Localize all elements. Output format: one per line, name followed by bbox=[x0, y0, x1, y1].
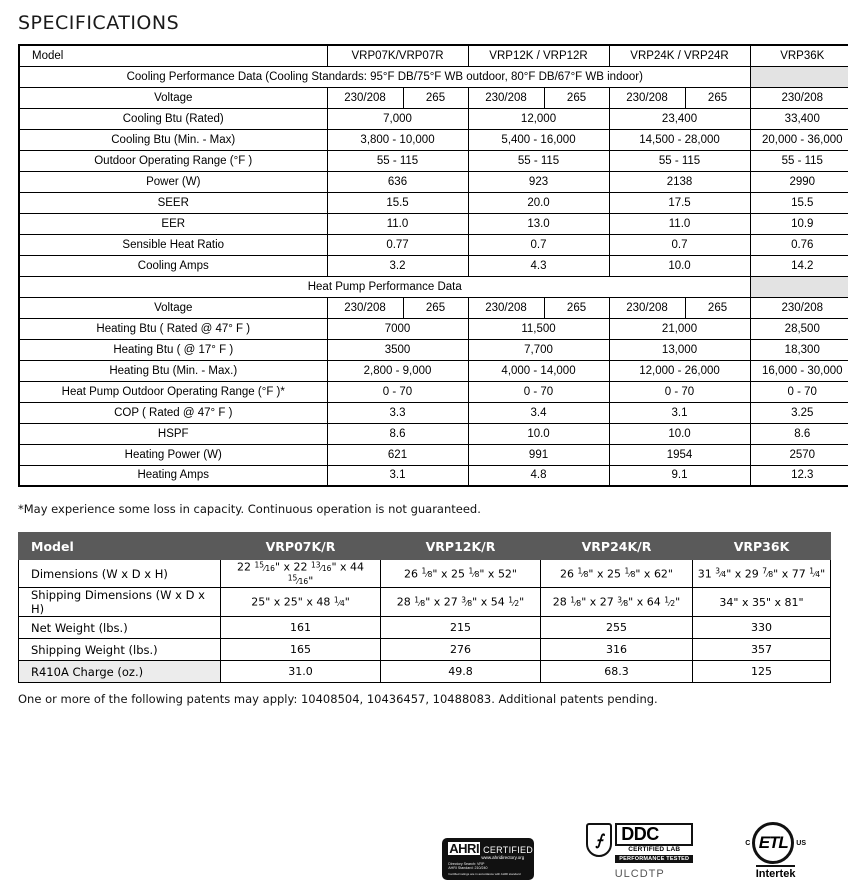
cell-value: 125 bbox=[693, 661, 831, 683]
intertek-label: Intertek bbox=[756, 865, 796, 880]
cell-value: 55 - 115 bbox=[468, 150, 609, 171]
cell-value: 215 bbox=[381, 617, 541, 639]
cell-value: 12,000 - 26,000 bbox=[609, 360, 750, 381]
ddc-code-label: ULCDTP bbox=[614, 868, 665, 880]
ddc-wordmark: DDC bbox=[615, 823, 693, 846]
row-label: Outdoor Operating Range (°F ) bbox=[19, 150, 327, 171]
ddc-lab-label: CERTIFIED LAB bbox=[628, 846, 681, 853]
row-label: Cooling Amps bbox=[19, 255, 327, 276]
cell-value: 34" x 35" x 81" bbox=[693, 588, 831, 617]
table-row bbox=[19, 150, 848, 171]
ahri-top-line bbox=[448, 840, 543, 856]
dims-header-row bbox=[19, 533, 831, 560]
ahri-certified-label: CERTIFIED™ bbox=[483, 844, 543, 855]
cell-value: 3.2 bbox=[327, 255, 468, 276]
row-label: Shipping Dimensions (W x D x H) bbox=[19, 588, 221, 617]
certification-logos bbox=[0, 822, 848, 880]
cell-value: 0 - 70 bbox=[327, 381, 468, 402]
cell-value: 0.7 bbox=[468, 234, 609, 255]
cell-value: 20,000 - 36,000 bbox=[750, 129, 848, 150]
cell-value: 276 bbox=[381, 639, 541, 661]
cell-value: 2570 bbox=[750, 444, 848, 465]
dimensions-table bbox=[18, 532, 831, 683]
spec-header-col-1: VRP12K / VRP12R bbox=[468, 45, 609, 66]
cell-value: 11.0 bbox=[609, 213, 750, 234]
cell-value: 0 - 70 bbox=[468, 381, 609, 402]
ddc-shield-icon: ⨍ bbox=[586, 823, 612, 857]
row-label: COP ( Rated @ 47° F ) bbox=[19, 402, 327, 423]
cell-value: 621 bbox=[327, 444, 468, 465]
cell-value: 3.25 bbox=[750, 402, 848, 423]
cell-value: 316 bbox=[541, 639, 693, 661]
cell-value: 265 bbox=[403, 297, 468, 318]
table-row bbox=[19, 661, 831, 683]
spec-header-col-3: VRP36K bbox=[750, 45, 848, 66]
cell-value: 15.5 bbox=[750, 192, 848, 213]
ahri-sub-line-3: Certified ratings are in accordance with AHRI standard bbox=[448, 872, 521, 877]
row-label: R410A Charge (oz.) bbox=[19, 661, 221, 683]
ddc-mark-icon bbox=[586, 823, 693, 863]
cell-value: 28 $^1$⁄8" x 27 $^3$⁄8" x 64 $^1$⁄2" bbox=[541, 588, 693, 617]
row-label: Voltage bbox=[19, 87, 327, 108]
table-row bbox=[19, 560, 831, 588]
cell-value: 10.0 bbox=[468, 423, 609, 444]
row-label: Cooling Btu (Rated) bbox=[19, 108, 327, 129]
cell-value: 55 - 115 bbox=[327, 150, 468, 171]
table-row bbox=[19, 423, 848, 444]
cell-value: 0 - 70 bbox=[750, 381, 848, 402]
patents-note: One or more of the following patents may apply: 10408504, 10436457, 10488083. Additional patents pending. bbox=[18, 692, 658, 707]
cell-value: 31 $^3$⁄4" x 29 $^7$⁄8" x 77 $^1$⁄4" bbox=[693, 560, 831, 588]
cell-value: 3.3 bbox=[327, 402, 468, 423]
cell-value: 3,800 - 10,000 bbox=[327, 129, 468, 150]
cell-value: 0 - 70 bbox=[609, 381, 750, 402]
cell-value: 17.5 bbox=[609, 192, 750, 213]
table-row bbox=[19, 234, 848, 255]
table-row bbox=[19, 318, 848, 339]
cell-value: 3500 bbox=[327, 339, 468, 360]
cell-value: 16,000 - 30,000 bbox=[750, 360, 848, 381]
cell-value: 18,300 bbox=[750, 339, 848, 360]
cell-value: 0.7 bbox=[609, 234, 750, 255]
table-row bbox=[19, 297, 848, 318]
capacity-footnote: *May experience some loss in capacity. Continuous operation is not guaranteed. bbox=[18, 502, 481, 516]
section-header-cooling bbox=[19, 66, 848, 87]
ddc-performance-label: PERFORMANCE TESTED bbox=[615, 855, 693, 863]
row-label: Cooling Btu (Min. - Max) bbox=[19, 129, 327, 150]
cell-value: 265 bbox=[544, 87, 609, 108]
dims-header-col-1: VRP12K/R bbox=[381, 533, 541, 560]
cell-value: 55 - 115 bbox=[609, 150, 750, 171]
cell-value: 2,800 - 9,000 bbox=[327, 360, 468, 381]
cell-value: 10.0 bbox=[609, 423, 750, 444]
table-row bbox=[19, 444, 848, 465]
dims-header-col-3: VRP36K bbox=[693, 533, 831, 560]
table-row bbox=[19, 402, 848, 423]
etl-us-label: US bbox=[796, 839, 806, 847]
table-row bbox=[19, 87, 848, 108]
etl-circle-icon: ETL bbox=[752, 822, 794, 864]
etl-logo bbox=[745, 822, 806, 880]
cell-value: 1954 bbox=[609, 444, 750, 465]
row-label: Shipping Weight (lbs.) bbox=[19, 639, 221, 661]
row-label: Power (W) bbox=[19, 171, 327, 192]
cell-value: 8.6 bbox=[750, 423, 848, 444]
etl-c-label: C bbox=[745, 839, 751, 847]
cell-value: 49.8 bbox=[381, 661, 541, 683]
cell-value: 7,700 bbox=[468, 339, 609, 360]
cell-value: 230/208 bbox=[468, 297, 544, 318]
cell-value: 22 $^{15}$⁄16" x 22 $^{13}$⁄16" x 44 $^{15}$⁄16" bbox=[221, 560, 381, 588]
ddc-logo bbox=[586, 823, 693, 880]
ahri-wordmark: AHRI bbox=[449, 840, 480, 856]
cell-value: 991 bbox=[468, 444, 609, 465]
cell-value: 25" x 25" x 48 $^1$⁄4" bbox=[221, 588, 381, 617]
cell-value: 28 $^1$⁄8" x 27 $^3$⁄8" x 54 $^1$⁄2" bbox=[381, 588, 541, 617]
row-label: HSPF bbox=[19, 423, 327, 444]
cell-value: 230/208 bbox=[750, 87, 848, 108]
cell-value: 265 bbox=[685, 87, 750, 108]
cell-value: 23,400 bbox=[609, 108, 750, 129]
dims-table-body bbox=[19, 560, 831, 683]
cell-value: 3.1 bbox=[609, 402, 750, 423]
section-blank-cooling bbox=[750, 66, 848, 87]
table-row bbox=[19, 108, 848, 129]
row-label: Sensible Heat Ratio bbox=[19, 234, 327, 255]
row-label: Net Weight (lbs.) bbox=[19, 617, 221, 639]
ahri-sub-line-1: Directory Search: VRP bbox=[448, 861, 485, 866]
cell-value: 10.0 bbox=[609, 255, 750, 276]
dims-header-col-0: VRP07K/R bbox=[221, 533, 381, 560]
row-label: Heating Btu ( Rated @ 47° F ) bbox=[19, 318, 327, 339]
ahri-sub-line-2: AHRI Standard: 210/240 bbox=[448, 866, 488, 871]
ahri-url: www.ahridirectory.org bbox=[481, 854, 525, 860]
cell-value: 12,000 bbox=[468, 108, 609, 129]
row-label: Voltage bbox=[19, 297, 327, 318]
page-title: SPECIFICATIONS bbox=[18, 12, 180, 34]
cell-value: 357 bbox=[693, 639, 831, 661]
table-row bbox=[19, 213, 848, 234]
row-label: Heating Power (W) bbox=[19, 444, 327, 465]
cell-value: 9.1 bbox=[609, 465, 750, 486]
cell-value: 0.77 bbox=[327, 234, 468, 255]
cell-value: 13.0 bbox=[468, 213, 609, 234]
cell-value: 4.3 bbox=[468, 255, 609, 276]
cell-value: 923 bbox=[468, 171, 609, 192]
cell-value: 255 bbox=[541, 617, 693, 639]
section-title-heatpump: Heat Pump Performance Data bbox=[19, 276, 750, 297]
cell-value: 26 $^1$⁄8" x 25 $^1$⁄8" x 52" bbox=[381, 560, 541, 588]
row-label: Heat Pump Outdoor Operating Range (°F )* bbox=[19, 381, 327, 402]
cell-value: 20.0 bbox=[468, 192, 609, 213]
table-row bbox=[19, 465, 848, 486]
cell-value: 265 bbox=[544, 297, 609, 318]
ahri-logo bbox=[442, 838, 543, 880]
cell-value: 636 bbox=[327, 171, 468, 192]
cell-value: 21,000 bbox=[609, 318, 750, 339]
cell-value: 4,000 - 14,000 bbox=[468, 360, 609, 381]
section-blank-heatpump bbox=[750, 276, 848, 297]
cell-value: 33,400 bbox=[750, 108, 848, 129]
table-row bbox=[19, 339, 848, 360]
cell-value: 230/208 bbox=[327, 297, 403, 318]
table-row bbox=[19, 617, 831, 639]
table-row bbox=[19, 381, 848, 402]
cell-value: 14.2 bbox=[750, 255, 848, 276]
row-label: Heating Amps bbox=[19, 465, 327, 486]
ddc-text-block bbox=[615, 823, 693, 863]
row-label: SEER bbox=[19, 192, 327, 213]
cell-value: 230/208 bbox=[609, 297, 685, 318]
cell-value: 8.6 bbox=[327, 423, 468, 444]
cell-value: 26 $^1$⁄8" x 25 $^1$⁄8" x 62" bbox=[541, 560, 693, 588]
cell-value: 31.0 bbox=[221, 661, 381, 683]
cell-value: 330 bbox=[693, 617, 831, 639]
row-label: Dimensions (W x D x H) bbox=[19, 560, 221, 588]
cell-value: 230/208 bbox=[327, 87, 403, 108]
spec-header-row bbox=[19, 45, 848, 66]
spec-header-col-2: VRP24K / VRP24R bbox=[609, 45, 750, 66]
row-label: EER bbox=[19, 213, 327, 234]
cell-value: 230/208 bbox=[609, 87, 685, 108]
specifications-table bbox=[18, 44, 848, 487]
cell-value: 11.0 bbox=[327, 213, 468, 234]
cell-value: 55 - 115 bbox=[750, 150, 848, 171]
cell-value: 28,500 bbox=[750, 318, 848, 339]
cell-value: 13,000 bbox=[609, 339, 750, 360]
cell-value: 11,500 bbox=[468, 318, 609, 339]
section-header-heatpump bbox=[19, 276, 848, 297]
cell-value: 165 bbox=[221, 639, 381, 661]
table-row bbox=[19, 192, 848, 213]
cell-value: 15.5 bbox=[327, 192, 468, 213]
cell-value: 0.76 bbox=[750, 234, 848, 255]
row-label: Heating Btu (Min. - Max.) bbox=[19, 360, 327, 381]
spec-header-col-0: VRP07K/VRP07R bbox=[327, 45, 468, 66]
spec-header-model: Model bbox=[19, 45, 327, 66]
cell-value: 7000 bbox=[327, 318, 468, 339]
table-row bbox=[19, 129, 848, 150]
table-row bbox=[19, 588, 831, 617]
cell-value: 2990 bbox=[750, 171, 848, 192]
cell-value: 10.9 bbox=[750, 213, 848, 234]
dims-header-col-2: VRP24K/R bbox=[541, 533, 693, 560]
cell-value: 161 bbox=[221, 617, 381, 639]
spec-table-body bbox=[19, 66, 848, 486]
table-row bbox=[19, 171, 848, 192]
cell-value: 230/208 bbox=[468, 87, 544, 108]
ahri-badge-icon bbox=[442, 838, 543, 880]
cell-value: 3.1 bbox=[327, 465, 468, 486]
cell-value: 4.8 bbox=[468, 465, 609, 486]
cell-value: 14,500 - 28,000 bbox=[609, 129, 750, 150]
cell-value: 7,000 bbox=[327, 108, 468, 129]
cell-value: 2138 bbox=[609, 171, 750, 192]
table-row bbox=[19, 360, 848, 381]
cell-value: 12.3 bbox=[750, 465, 848, 486]
cell-value: 68.3 bbox=[541, 661, 693, 683]
cell-value: 3.4 bbox=[468, 402, 609, 423]
etl-mark-icon bbox=[745, 822, 806, 864]
cell-value: 230/208 bbox=[750, 297, 848, 318]
cell-value: 5,400 - 16,000 bbox=[468, 129, 609, 150]
table-row bbox=[19, 639, 831, 661]
row-label: Heating Btu ( @ 17° F ) bbox=[19, 339, 327, 360]
cell-value: 265 bbox=[403, 87, 468, 108]
cell-value: 265 bbox=[685, 297, 750, 318]
table-row bbox=[19, 255, 848, 276]
dims-header-model: Model bbox=[19, 533, 221, 560]
section-title-cooling: Cooling Performance Data (Cooling Standards: 95°F DB/75°F WB outdoor, 80°F DB/67°F WB indoor) bbox=[19, 66, 750, 87]
